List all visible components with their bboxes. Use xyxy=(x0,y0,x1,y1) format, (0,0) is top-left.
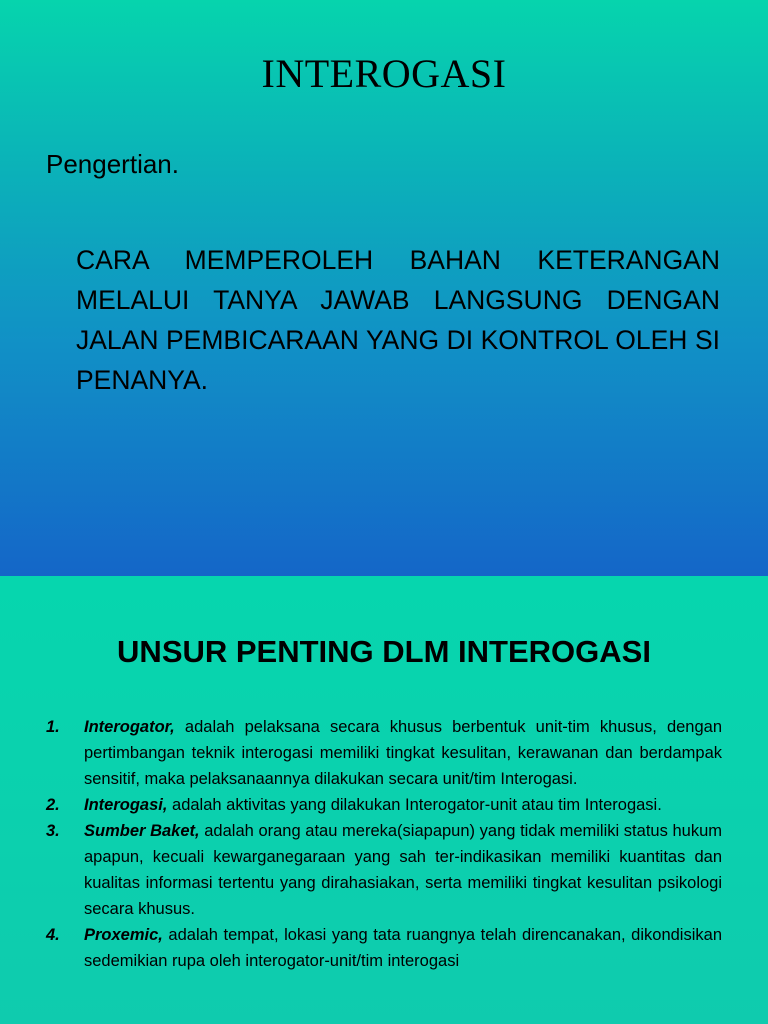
list-item-body xyxy=(84,922,722,974)
list-item-body xyxy=(84,714,722,792)
list-item-number: 2. xyxy=(46,796,60,814)
list-item-text: adalah tempat, lokasi yang tata ruangnya telah direncanakan, dikondisikan sedemikian rupa oleh interogator-unit/tim interogasi xyxy=(84,926,722,970)
slide-title: UNSUR PENTING DLM INTEROGASI xyxy=(117,634,651,669)
list-item-number: 4. xyxy=(46,926,60,944)
definition-paragraph: CARA MEMPEROLEH BAHAN KETERANGAN MELALUI TANYA JAWAB LANGSUNG DENGAN JALAN PEMBICARAAN YANG DI KONTROL OLEH SI PENANYA. xyxy=(76,245,720,395)
list-item-term: Interogasi, xyxy=(84,796,168,814)
list-item-text: adalah aktivitas yang dilakukan Interogator-unit atau tim Interogasi. xyxy=(167,796,662,814)
list-item xyxy=(0,792,768,818)
list-item-number: 1. xyxy=(46,718,60,736)
elements-list xyxy=(0,714,768,974)
list-item xyxy=(0,922,768,974)
list-item-text: adalah pelaksana secara khusus berbentuk unit-tim khusus, dengan pertimbangan teknik interogasi memiliki tingkat kesulitan, kerawanan dan berdampak sensitif, maka pelaksanaannya dilakukan secara unit/tim Interogasi. xyxy=(84,718,722,788)
list-item-term: Sumber Baket, xyxy=(84,822,200,840)
list-item-term: Proxemic, xyxy=(84,926,163,944)
list-item-body xyxy=(84,792,722,818)
slide-subheading: Pengertian. xyxy=(46,149,179,179)
list-item-number: 3. xyxy=(46,822,60,840)
list-item xyxy=(0,818,768,922)
list-item-text: adalah orang atau mereka(siapapun) yang tidak memiliki status hukum apapun, kecuali kewarganegaraan yang sah ter-indikasikan memiliki kuantitas dan kualitas informasi tertentu yang dirahasiakan, serta memiliki tingkat kesulitan psikologi secara khusus. xyxy=(84,822,722,918)
list-item-body xyxy=(84,818,722,922)
slide-title: INTEROGASI xyxy=(261,51,507,96)
list-item-term: Interogator, xyxy=(84,718,175,736)
slide-unsur-penting xyxy=(0,576,768,1024)
list-item xyxy=(0,714,768,792)
